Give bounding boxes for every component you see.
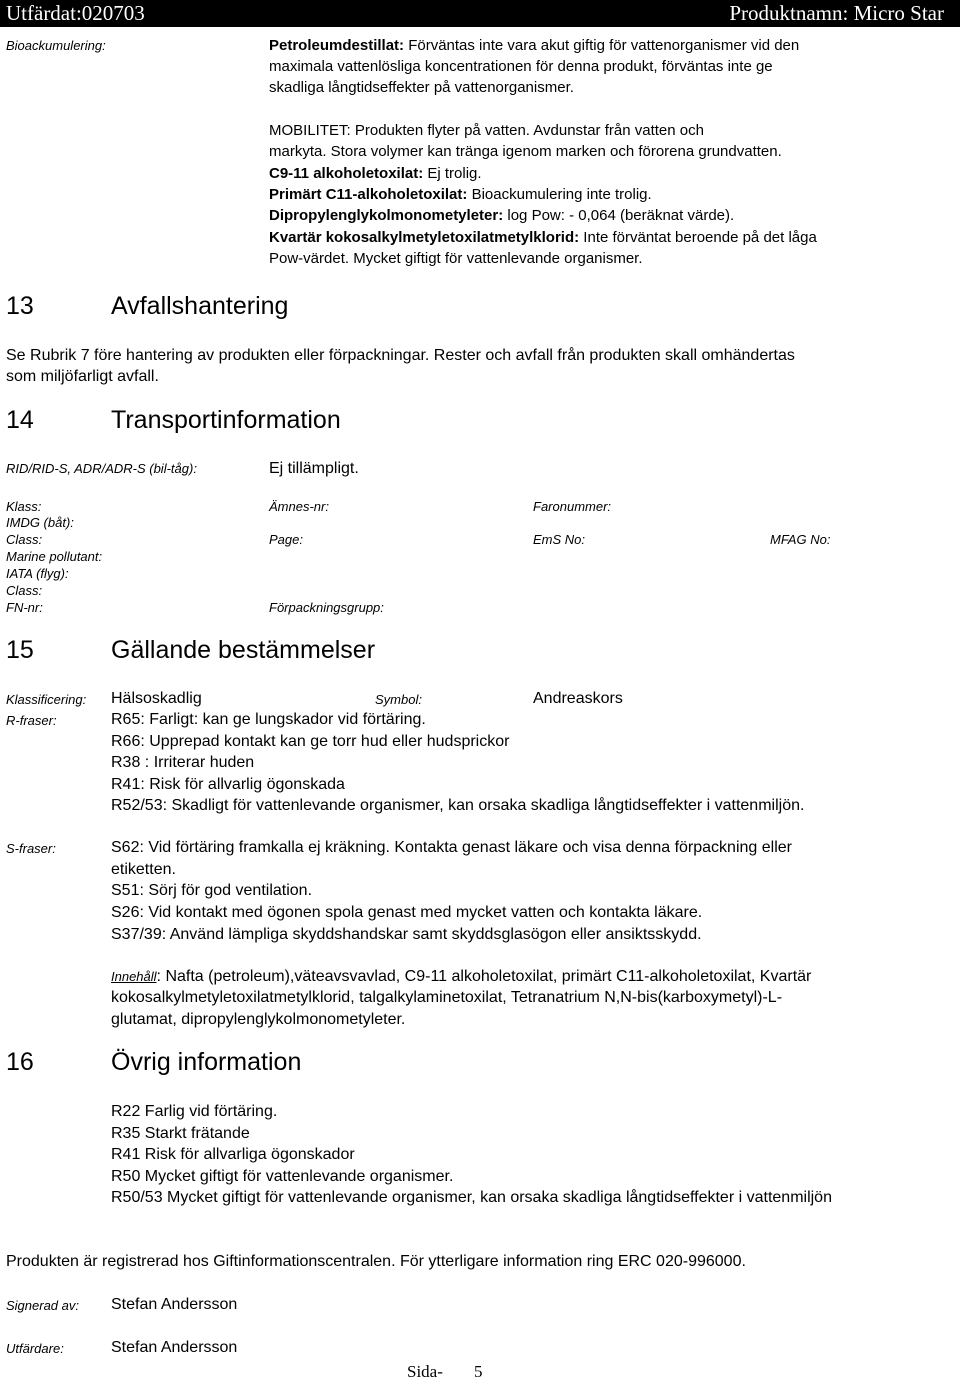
dpg-text: log Pow: - 0,064 (beräknat värde). [503,207,735,224]
mobility-line-1: MOBILITET: Produkten flyter på vatten. Avdunstar från vatten och [269,122,704,139]
bio-line-3: skadliga långtidseffekter på vattenorganismer. [269,79,574,96]
issued-date: Utfärdat:020703 [6,1,145,25]
page-label: Page: [269,532,303,547]
kvat-text: Inte förväntat beroende på det låga [579,229,817,246]
mobility-line-2: markyta. Stora volymer kan tränga igenom marken och förorena grundvatten. [269,143,782,160]
c11-text: Bioackumulering inte trolig. [467,186,652,203]
info-line: R22 Farlig vid förtäring. [111,1103,278,1120]
contents-label: Innehåll [111,969,157,984]
klass-label: Klass: [6,499,42,514]
contents-line-3: glutamat, dipropylenglykolmonometyleter. [111,1011,406,1028]
section-16-title: Övrig information [111,1048,302,1076]
r-phrase: R52/53: Skadligt för vattenlevande organismer, kan orsaka skadliga långtidseffekter i vattenmiljön. [111,797,805,814]
kvat-line-2: Pow-värdet. Mycket giftigt för vattenlevande organismer. [269,250,643,267]
bio-text: Förväntas inte vara akut giftig för vattenorganismer vid den [404,37,800,54]
rid-label: RID/RID-S, ADR/ADR-S (bil-tåg): [6,461,197,476]
s-phrase: etiketten. [111,861,176,878]
section-16-number: 16 [6,1048,34,1076]
symbol-label: Symbol: [375,692,422,707]
rid-value: Ej tillämpligt. [269,460,359,477]
iata-label: IATA (flyg): [6,566,69,581]
section-15-number: 15 [6,636,34,664]
r-phrase: R41: Risk för allvarlig ögonskada [111,776,345,793]
issuer-label: Utfärdare: [6,1341,64,1356]
contents-text: : Nafta (petroleum),väteavsvavlad, C9-11 alkoholetoxilat, primärt C11-alkoholetoxilat, Kvartär [156,968,812,985]
c911-text: Ej trolig. [423,165,482,182]
packing-group-label: Förpackningsgrupp: [269,600,384,615]
bio-line-1 [269,35,799,56]
r-phrases-label: R-fraser: [6,713,57,728]
product-name: Produktnamn: Micro Star [729,1,944,25]
info-line: R35 Starkt frätande [111,1125,250,1142]
mfag-label: MFAG No: [770,532,831,547]
bioaccumulation-label: Bioackumulering: [6,38,106,53]
dpg-bold: Dipropylenglykolmonometyleter: [269,207,504,224]
bio-line-2: maximala vattenlösliga koncentrationen för denna produkt, förväntas inte ge [269,58,773,75]
r-phrase: R66: Upprepad kontakt kan ge torr hud eller hudsprickor [111,733,510,750]
signed-by-label: Signerad av: [6,1298,79,1313]
fn-label: FN-nr: [6,600,43,615]
section-13-number: 13 [6,292,34,320]
classification-value: Hälsoskadlig [111,690,202,707]
ems-label: EmS No: [533,532,586,547]
section-14-number: 14 [6,406,34,434]
class-label-2: Class: [6,583,43,598]
section-15-title: Gällande bestämmelser [111,636,376,664]
bio-bold: Petroleumdestillat: [269,37,405,54]
s-phrase: S37/39: Använd lämpliga skyddshandskar samt skyddsglasögon eller ansiktsskydd. [111,926,702,943]
s-phrases-label: S-fraser: [6,841,56,856]
registration-note: Produkten är registrerad hos Giftinformationscentralen. För ytterligare information ring ERC 020-996000. [6,1253,746,1270]
imdg-label: IMDG (båt): [6,515,74,530]
s-phrase: S26: Vid kontakt med ögonen spola genast med mycket vatten och kontakta läkare. [111,904,703,921]
c911-line [269,163,482,184]
classification-label: Klassificering: [6,692,87,707]
marine-pollutant-label: Marine pollutant: [6,549,103,564]
amnes-label: Ämnes-nr: [269,499,329,514]
contents-line-2: kokosalkylmetyletoxilatmetylklorid, talgalkylaminetoxilat, Tetranatrium N,N-bis(karboxymetyl)-L- [111,989,783,1006]
c11-bold: Primärt C11-alkoholetoxilat: [269,186,468,203]
info-line: R50 Mycket giftigt för vattenlevande organismer. [111,1168,454,1185]
kvat-bold: Kvartär kokosalkylmetyletoxilatmetylklorid: [269,229,580,246]
section-13-title: Avfallshantering [111,292,289,320]
r-phrase: R38 : Irriterar huden [111,754,255,771]
signed-by-value: Stefan Andersson [111,1296,238,1313]
info-line: R50/53 Mycket giftigt för vattenlevande organismer, kan orsaka skadliga långtidseffekter i vattenmiljön [111,1189,832,1206]
faronummer-label: Faronummer: [533,499,612,514]
s-phrase: S62: Vid förtäring framkalla ej kräkning. Kontakta genast läkare och visa denna förpackning eller [111,839,792,856]
page-number: 5 [474,1362,483,1381]
c911-bold: C9-11 alkoholetoxilat: [269,165,424,182]
kvat-line [269,227,817,248]
page-footer-label: Sida- [407,1362,443,1381]
r-phrase: R65: Farligt: kan ge lungskador vid förtäring. [111,711,426,728]
waste-line-1: Se Rubrik 7 före hantering av produkten eller förpackningar. Rester och avfall från produkten skall omhändertas [6,347,795,364]
issuer-value: Stefan Andersson [111,1339,238,1356]
contents-line-1 [111,966,811,987]
class-label-1: Class: [6,532,43,547]
info-line: R41 Risk för allvarliga ögonskador [111,1146,355,1163]
waste-line-2: som miljöfarligt avfall. [6,368,159,385]
symbol-value: Andreaskors [533,690,623,707]
dpg-line [269,205,734,226]
section-14-title: Transportinformation [111,406,341,434]
document-header [0,0,960,27]
c11-line [269,184,652,205]
s-phrase: S51: Sörj för god ventilation. [111,882,313,899]
